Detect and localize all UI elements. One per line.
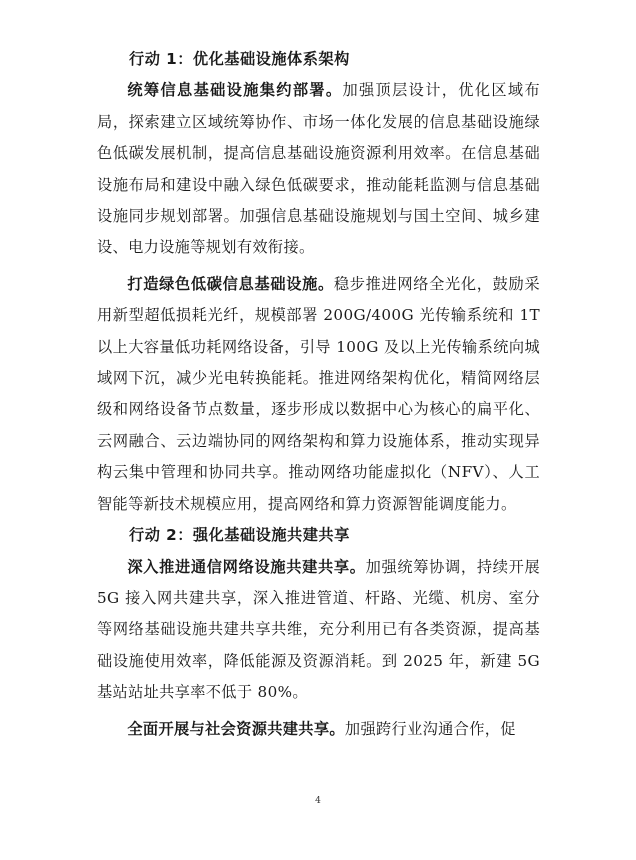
action-1-heading xyxy=(129,44,540,75)
paragraph-network-sharing xyxy=(97,552,540,709)
action-1-heading-text: 行动 1：优化基础设施体系架构 xyxy=(129,50,350,68)
paragraph-green-infrastructure xyxy=(97,269,540,520)
action-2-heading xyxy=(129,520,540,551)
paragraph-infrastructure-deployment xyxy=(97,75,540,263)
paragraph-lead: 打造绿色低碳信息基础设施。 xyxy=(127,274,334,293)
document-body xyxy=(97,44,540,745)
paragraph-text: 稳步推进网络全光化，鼓励采用新型超低损耗光纤，规模部署 200G/400G 光传输系统和 1T 以上大容量低功耗网络设备，引导 100G 及以上光传输系统向城域网下沉，减少光电转换能耗。推进网络架构优化，精简网络层级和网络设备节点数量，逐步形成以数据中心为核心的扁平化、云网融合、云边端协同的网络架构和算力设施体系，推动实现异构云集中管理和协同共享。推动网络功能虚拟化（NFV）、人工智能等新技术规模应用，提高网络和算力资源智能调度能力。 xyxy=(97,274,540,513)
paragraph-text: 加强跨行业沟通合作，促 xyxy=(344,719,516,738)
paragraph-lead: 全面开展与社会资源共建共享。 xyxy=(127,719,345,738)
page-number: 4 xyxy=(315,796,321,806)
paragraph-text: 加强统筹协调，持续开展 5G 接入网共建共享，深入推进管道、杆路、光缆、机房、室分等网络基础设施共建共享共维，充分利用已有各类资源，提高基础设施使用效率，降低能源及资源消耗。到 2025 年，新建 5G 基站站址共享率不低于 80%。 xyxy=(97,557,541,702)
paragraph-lead: 统筹信息基础设施集约部署。 xyxy=(127,81,343,100)
paragraph-text: 加强顶层设计，优化区域布局，探索建立区域统筹协作、市场一体化发展的信息基础设施绿色低碳发展机制，提高信息基础设施资源利用效率。在信息基础设施布局和建设中融入绿色低碳要求，推动能耗监测与信息基础设施同步规划部署。加强信息基础设施规划与国土空间、城乡建设、电力设施等规划有效衔接。 xyxy=(97,81,540,257)
action-2-heading-text: 行动 2：强化基础设施共建共享 xyxy=(129,526,350,545)
paragraph-lead: 深入推进通信网络设施共建共享。 xyxy=(127,557,366,576)
paragraph-social-resources xyxy=(97,714,540,745)
